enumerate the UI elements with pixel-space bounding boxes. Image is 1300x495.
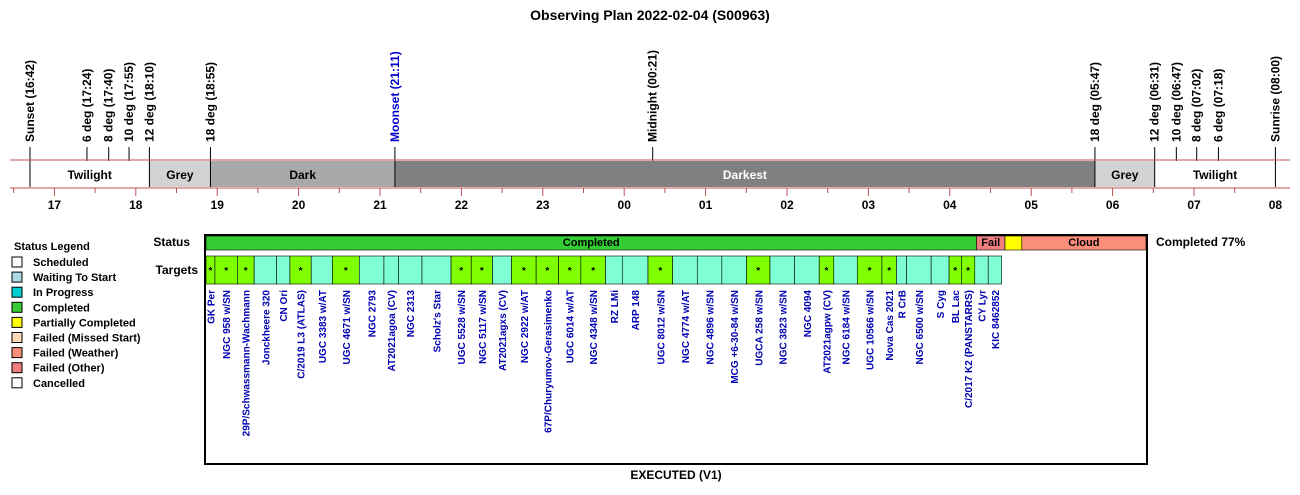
hour-label-18: 18 [129, 198, 143, 212]
target-block-9 [384, 256, 399, 284]
target-block-19 [606, 256, 623, 284]
event-label-sunset-16-42: Sunset (16:42) [22, 59, 37, 142]
target-block-24 [722, 256, 747, 284]
legend-swatch-failed-weather [12, 348, 22, 358]
event-label-6-deg-17-24: 6 deg (17:24) [79, 68, 94, 142]
legend-swatch-completed [12, 302, 22, 312]
target-label-ngc-2922-w-at: NGC 2922 w/AT [519, 290, 531, 364]
target-block-8 [359, 256, 384, 284]
event-label-18-deg-18-55: 18 deg (18:55) [203, 61, 218, 142]
target-block-20 [622, 256, 648, 284]
target-block-23 [697, 256, 722, 284]
target-mark-36: * [966, 266, 971, 277]
period-label-0: Twilight [67, 168, 112, 182]
legend-swatch-failed-missed-start [12, 333, 22, 343]
chart-title: Observing Plan 2022-02-04 (S00963) [530, 7, 770, 23]
targets-row-label: Targets [155, 263, 198, 277]
target-block-6 [311, 256, 332, 284]
target-label-bl-lac: BL Lac [951, 290, 963, 324]
legend-label-scheduled: Scheduled [33, 257, 89, 269]
target-label-ngc-6500-w-sn: NGC 6500 w/SN [914, 290, 926, 365]
legend-swatch-scheduled [12, 257, 22, 267]
target-mark-31: * [887, 266, 892, 277]
target-label-rz-lmi: RZ LMi [609, 290, 621, 324]
hour-label-17: 17 [47, 198, 62, 212]
event-label-10-deg-06-47: 10 deg (06:47) [1169, 61, 1184, 142]
event-label-10-deg-17-55: 10 deg (17:55) [122, 61, 137, 142]
target-label-ngc-6184-w-sn: NGC 6184 w/SN [841, 290, 853, 365]
target-block-14 [492, 256, 511, 284]
target-label-ngc-4348-w-sn: NGC 4348 w/SN [589, 290, 601, 365]
status-legend [12, 241, 141, 390]
target-label-ugc-5528-w-sn: UGC 5528 w/SN [457, 290, 469, 365]
target-block-29 [834, 256, 858, 284]
status-segment-label-cloud: Cloud [1068, 237, 1100, 249]
status-segment-label-fail: Fail [981, 237, 1001, 249]
target-mark-17: * [567, 266, 572, 277]
target-mark-7: * [343, 266, 348, 277]
legend-label-in-progress: In Progress [33, 287, 94, 300]
target-label-29p-schwassmann-wachmann: 29P/Schwassmann-Wachmann [241, 290, 253, 437]
target-label-ngc-3823-w-sn: NGC 3823 w/SN [778, 290, 790, 365]
target-mark-2: * [243, 266, 248, 277]
target-label-nova-cas-2021: Nova Cas 2021 [885, 290, 897, 361]
hour-label-23: 23 [536, 198, 550, 212]
target-block-11 [422, 256, 451, 284]
target-label-ngc-2313: NGC 2313 [406, 290, 418, 338]
target-mark-12: * [459, 266, 464, 277]
target-block-26 [770, 256, 795, 284]
target-label-ngc-5117-w-sn: NGC 5117 w/SN [477, 290, 489, 364]
target-label-ngc-4094: NGC 4094 [802, 290, 814, 338]
status-segment-label-completed: Completed [562, 237, 620, 249]
hour-axis [14, 188, 1283, 212]
legend-title: Status Legend [14, 241, 90, 253]
hour-label-00: 00 [617, 198, 631, 212]
legend-label-failed-other: Failed (Other) [33, 362, 105, 375]
target-label-c-2019-l3-atlas: C/2019 L3 (ATLAS) [296, 290, 308, 379]
event-label-midnight-00-21: Midnight (00:21) [645, 50, 660, 142]
target-label-r-crb: R CrB [897, 290, 909, 319]
hour-label-07: 07 [1187, 198, 1201, 212]
target-block-38 [988, 256, 1001, 284]
status-bar [206, 236, 1146, 250]
target-block-37 [975, 256, 988, 284]
target-block-33 [907, 256, 932, 284]
hour-label-05: 05 [1024, 198, 1038, 212]
target-mark-1: * [224, 266, 229, 277]
target-mark-0: * [208, 266, 213, 277]
hour-label-19: 19 [210, 198, 224, 212]
legend-label-failed-missed-start: Failed (Missed Start) [33, 332, 141, 345]
hour-label-20: 20 [291, 198, 306, 212]
event-label-12-deg-18-10: 12 deg (18:10) [142, 61, 157, 142]
period-label-3: Darkest [722, 168, 767, 182]
legend-swatch-waiting-to-start [12, 272, 22, 282]
target-label-arp-148: ARP 148 [631, 290, 643, 331]
target-block-10 [398, 256, 422, 284]
target-label-ngc-958-w-sn: NGC 958 w/SN [222, 290, 234, 359]
target-mark-35: * [953, 266, 958, 277]
legend-swatch-partially-completed [12, 317, 22, 327]
hour-label-22: 22 [454, 198, 469, 212]
target-label-at2021agoa-cv: AT2021agoa (CV) [387, 290, 399, 372]
event-label-12-deg-06-31: 12 deg (06:31) [1147, 61, 1162, 142]
target-label-ugc-4671-w-sn: UGC 4671 w/SN [341, 290, 353, 365]
target-label-ugca-258-w-sn: UGCA 258 w/SN [754, 290, 766, 366]
target-label-ugc-10566-w-sn: UGC 10566 w/SN [865, 290, 877, 371]
period-label-4: Grey [1111, 168, 1139, 182]
legend-swatch-cancelled [12, 378, 22, 388]
legend-label-partially-completed: Partially Completed [33, 317, 136, 330]
target-label-ugc-3383-w-at: UGC 3383 w/AT [317, 290, 329, 364]
target-label-jonckheere-320: Jonckheere 320 [261, 290, 273, 366]
hour-label-01: 01 [698, 198, 713, 212]
hour-label-02: 02 [780, 198, 794, 212]
event-label-8-deg-07-02: 8 deg (07:02) [1189, 68, 1204, 142]
target-label-cn-ori: CN Ori [279, 290, 291, 322]
target-label-gk-per: GK Per [206, 290, 218, 324]
target-label-c-2017-k2-panstarrs: C/2017 K2 (PANSTARRS) [964, 290, 976, 408]
event-label-18-deg-05-47: 18 deg (05:47) [1087, 61, 1102, 142]
target-block-4 [277, 256, 290, 284]
target-label-ngc-4896-w-sn: NGC 4896 w/SN [705, 290, 717, 365]
target-block-34 [931, 256, 949, 284]
target-mark-28: * [824, 266, 829, 277]
target-block-27 [795, 256, 820, 284]
target-label-cy-lyr: CY Lyr [977, 290, 989, 322]
event-label-moonset-21-11: Moonset (21:11) [387, 51, 402, 142]
hour-label-21: 21 [373, 198, 387, 212]
target-mark-13: * [479, 266, 484, 277]
period-label-5: Twilight [1192, 168, 1238, 182]
target-label-ngc-2793: NGC 2793 [367, 290, 379, 338]
target-block-22 [673, 256, 698, 284]
target-label-at2021agxs-cv: AT2021agxs (CV) [497, 290, 509, 371]
status-row-label: Status [153, 235, 190, 249]
targets-bar [206, 256, 1002, 436]
target-label-67p-churyumov-gerasimenko: 67P/Churyumov-Gerasimenko [543, 290, 555, 433]
target-label-ugc-8012-w-sn: UGC 8012 w/SN [656, 290, 668, 365]
hour-label-06: 06 [1105, 198, 1120, 212]
target-mark-16: * [545, 266, 550, 277]
target-label-s-cyg: S Cyg [936, 290, 948, 319]
target-mark-25: * [756, 266, 761, 277]
target-block-32 [896, 256, 906, 284]
target-mark-18: * [591, 266, 596, 277]
target-label-mcg-6-30-84-w-sn: MCG +6-30-84 w/SN [730, 290, 742, 384]
target-label-ngc-4774-w-at: NGC 4774 w/AT [680, 290, 692, 364]
status-segment-2 [1005, 236, 1022, 250]
hour-label-04: 04 [943, 198, 957, 212]
hour-label-08: 08 [1268, 198, 1283, 212]
legend-label-completed: Completed [33, 302, 90, 315]
target-mark-5: * [298, 266, 303, 277]
legend-swatch-failed-other [12, 363, 22, 373]
target-label-at2021agpw-cv: AT2021agpw (CV) [822, 290, 834, 374]
sky-periods [10, 160, 1290, 188]
target-block-3 [254, 256, 276, 284]
legend-swatch-in-progress [12, 287, 22, 297]
target-label-scholz-s-star: Scholz's Star [432, 290, 444, 353]
target-mark-21: * [658, 266, 663, 277]
event-label-8-deg-17-40: 8 deg (17:40) [101, 68, 116, 142]
period-label-1: Grey [166, 168, 194, 182]
event-label-6-deg-07-18: 6 deg (07:18) [1211, 68, 1226, 142]
legend-label-waiting-to-start: Waiting To Start [33, 272, 117, 285]
period-label-2: Dark [289, 168, 317, 182]
plan-footer: EXECUTED (V1) [630, 468, 722, 482]
legend-label-cancelled: Cancelled [33, 377, 85, 390]
target-mark-30: * [867, 266, 872, 277]
completed-percentage: Completed 77% [1156, 235, 1246, 249]
hour-label-03: 03 [861, 198, 876, 212]
target-mark-15: * [521, 266, 526, 277]
legend-label-failed-weather: Failed (Weather) [33, 347, 119, 360]
event-label-sunrise-08-00: Sunrise (08:00) [1268, 55, 1283, 142]
target-label-ugc-6014-w-at: UGC 6014 w/AT [565, 290, 577, 364]
event-markers [23, 50, 1282, 165]
target-label-kic-8462852: KIC 8462852 [990, 290, 1002, 349]
